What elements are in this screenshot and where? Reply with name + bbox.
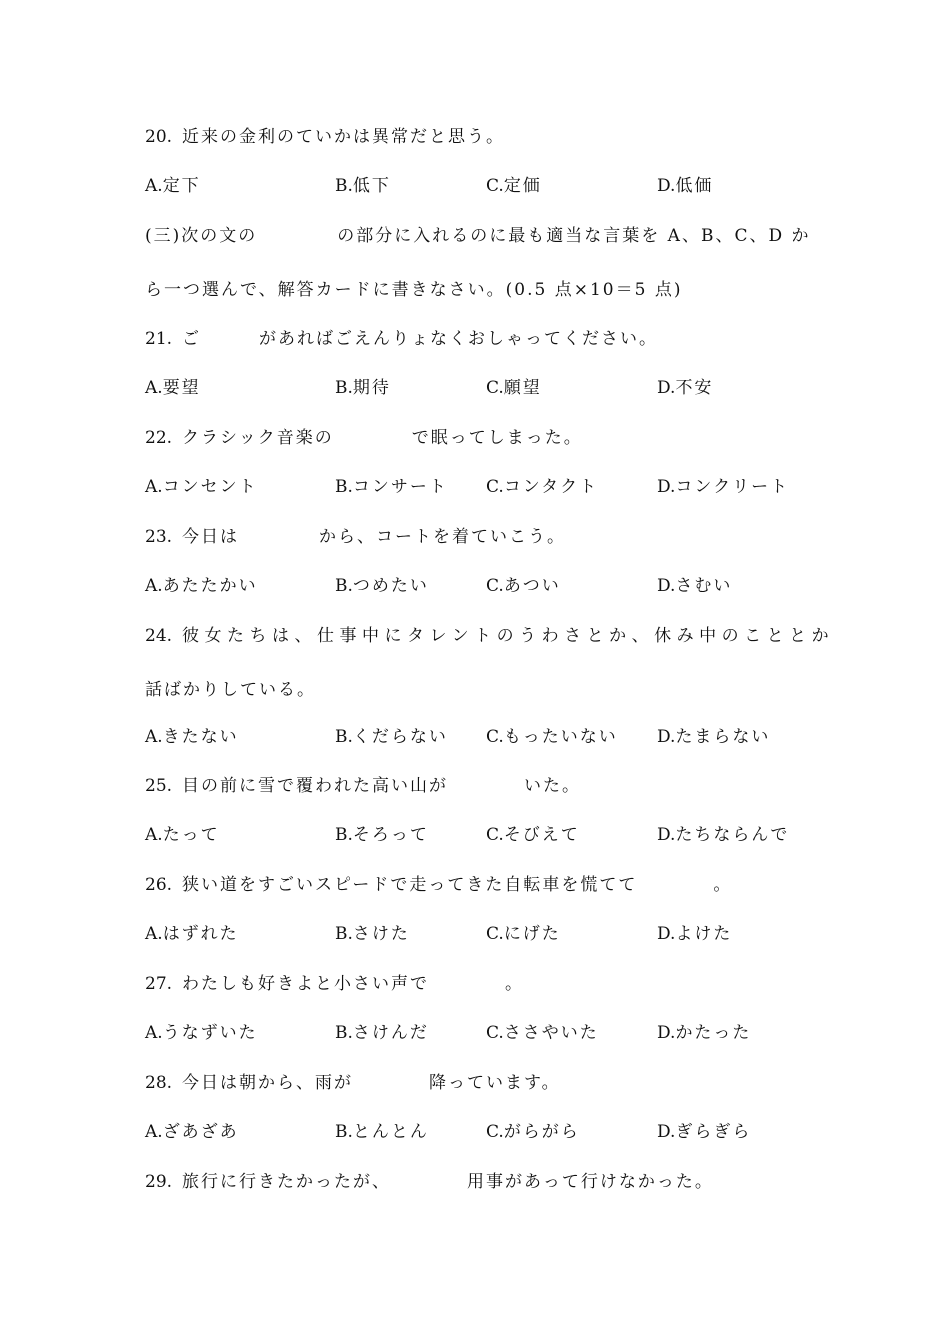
question-20	[145, 127, 505, 147]
options-28	[145, 1122, 845, 1142]
option-b: B.つめたい	[335, 576, 429, 596]
option-c: C.にげた	[486, 924, 561, 944]
question-27: 27. わたしも好きよと小さい声で 。	[145, 974, 525, 994]
option-d: D.よけた	[657, 924, 733, 944]
question-22: 22. クラシック音楽の で眠ってしまった。	[145, 428, 583, 448]
question-29: 29. 旅行に行きたかったが、 用事があって行けなかった。	[145, 1172, 714, 1192]
option-d: D.低価	[657, 176, 714, 196]
option-a: A.要望	[145, 378, 201, 398]
options-22	[145, 477, 845, 497]
option-a: A.きたない	[145, 727, 239, 747]
question-28: 28. 今日は朝から、雨が 降っています。	[145, 1073, 561, 1093]
options-25	[145, 825, 845, 845]
options-21	[145, 378, 845, 398]
option-b: B.低下	[335, 176, 391, 196]
question-number: 27.	[145, 974, 173, 994]
question-24-cont: 話ばかりしている。	[145, 680, 316, 700]
option-d: D.さむい	[657, 576, 733, 596]
question-number: 22.	[145, 428, 173, 448]
question-number: 25.	[145, 776, 173, 796]
question-25: 25. 目の前に雪で覆われた高い山が いた。	[145, 776, 582, 796]
option-a: A.うなずいた	[145, 1023, 258, 1043]
options-23	[145, 576, 845, 596]
question-24: 24. 彼女たちは、仕事中にタレントのうわさとか、休み中のこととか	[145, 626, 835, 646]
option-d: D.不安	[657, 378, 714, 398]
option-b: B.とんとん	[335, 1122, 429, 1142]
option-d: D.たちならんで	[657, 825, 790, 845]
options-24	[145, 727, 845, 747]
option-b: B.さけんだ	[335, 1023, 429, 1043]
option-a: A.たって	[145, 825, 220, 845]
options-20	[145, 176, 845, 196]
option-c: C.ささやいた	[486, 1023, 599, 1043]
question-number: 20.	[145, 127, 173, 147]
option-a: A.コンセント	[145, 477, 258, 497]
option-b: B.くだらない	[335, 727, 448, 747]
option-c: C.コンタクト	[486, 477, 599, 497]
option-a: A.あたたかい	[145, 576, 258, 596]
question-number: 23.	[145, 527, 173, 547]
option-d: D.コンクリート	[657, 477, 790, 497]
option-b: B.期待	[335, 378, 391, 398]
options-27	[145, 1023, 845, 1043]
option-d: D.ぎらぎら	[657, 1122, 752, 1142]
option-d: D.たまらない	[657, 727, 771, 747]
question-number: 26.	[145, 875, 173, 895]
question-23: 23. 今日は から、コートを着ていこう。	[145, 527, 567, 547]
question-number: 28.	[145, 1073, 173, 1093]
option-c: C.がらがら	[486, 1122, 580, 1142]
option-d: D.かたった	[657, 1023, 752, 1043]
section-instruction-line2: ら一つ選んで、解答カードに書きなさい。(0.5 点×10＝5 点)	[145, 280, 683, 300]
question-number: 29.	[145, 1172, 173, 1192]
question-number: 21.	[145, 329, 173, 349]
question-21: 21. ご があればごえんりょなくおしゃってください。	[145, 329, 659, 349]
option-b: B.コンサート	[335, 477, 448, 497]
option-c: C.定価	[486, 176, 542, 196]
question-26: 26. 狭い道をすごいスピードで走ってきた自転車を慌てて 。	[145, 875, 733, 895]
option-a: A.定下	[145, 176, 201, 196]
option-c: C.あつい	[486, 576, 561, 596]
option-a: A.ざあざあ	[145, 1122, 239, 1142]
section-instruction-line1: (三)次の文の の部分に入れるのに最も適当な言葉を A、B、C、D か	[145, 226, 811, 246]
option-c: C.もったいない	[486, 727, 618, 747]
option-b: B.そろって	[335, 825, 429, 845]
question-number: 24.	[145, 626, 173, 646]
option-b: B.さけた	[335, 924, 410, 944]
options-26	[145, 924, 845, 944]
question-text: 近来の金利のていかは異常だと思う。	[182, 127, 506, 147]
option-c: C.そびえて	[486, 825, 580, 845]
option-c: C.願望	[486, 378, 542, 398]
option-a: A.はずれた	[145, 924, 239, 944]
